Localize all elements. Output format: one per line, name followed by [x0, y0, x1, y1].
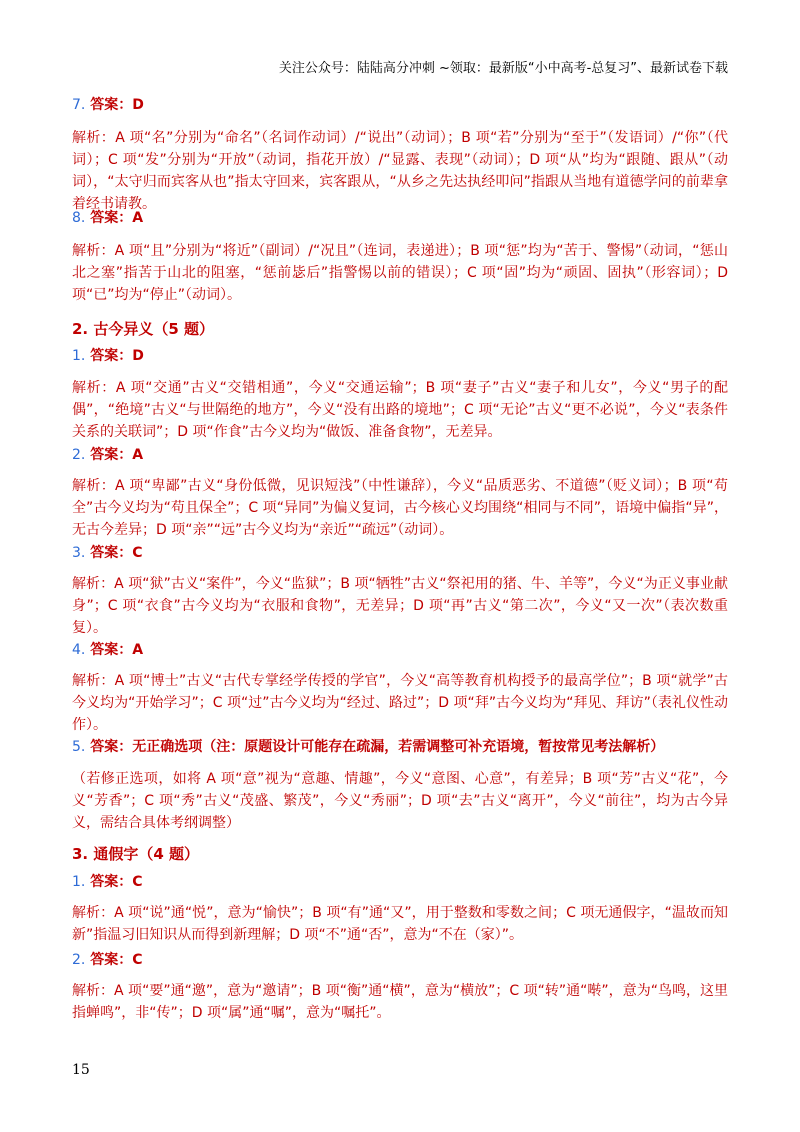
answer-label: 答案：A: [90, 642, 144, 658]
question-number: 3.: [72, 545, 86, 561]
answer-3-2: [72, 950, 728, 970]
section-title-interchangeable-characters: 3. 通假字（4 题）: [72, 845, 200, 863]
answer-2-4: [72, 640, 728, 660]
answer-2-2: [72, 445, 728, 465]
analysis-2-1: 解析：A 项“交通”古义“交错相通”，今义“交通运输”；B 项“妻子”古义“妻子和儿女”，今义“男子的配偶”，“绝境”古义“与世隔绝的地方”，今义“没有出路的境地”；C 项“无论”古义“更不必说”，今义“表条件关系的关联词”；D 项“作食”古今义均为“做饭、准备食物”，无差异。: [72, 380, 728, 440]
answer-7: [72, 95, 728, 115]
answer-label: 答案：C: [90, 874, 143, 890]
analysis-3-2: 解析：A 项“要”通“邀”，意为“邀请”；B 项“衡”通“横”，意为“横放”；C 项“转”通“啭”，意为“鸟鸣，这里指蝉鸣”，非“传”；D 项“属”通“嘱”，意为“嘱托”。: [72, 983, 728, 1021]
question-number: 4.: [72, 642, 86, 658]
question-number: 2.: [72, 952, 86, 968]
answer-label: 答案：D: [90, 97, 144, 113]
analysis-2-4: 解析：A 项“博士”古义“古代专掌经学传授的学官”，今义“高等教育机构授予的最高学位”；B 项“就学”古今义均为“开始学习”；C 项“过”古今义均为“经过、路过”；D 项“拜”古今义均为“拜见、拜访”（表礼仪性动作）。: [72, 673, 728, 733]
answer-label: 答案：C: [90, 545, 143, 561]
answer-3-1: [72, 872, 728, 892]
answer-label: 答案：A: [90, 447, 144, 463]
question-number: 2.: [72, 447, 86, 463]
answer-label: 答案：A: [90, 210, 144, 226]
answer-2-3: [72, 543, 728, 563]
analysis-3-1: 解析：A 项“说”通“悦”，意为“愉快”；B 项“有”通“又”，用于整数和零数之间；C 项无通假字，“温故而知新”指温习旧知识从而得到新理解；D 项“不”通“否”，意为“不在（家）”。: [72, 905, 728, 943]
analysis-2-2: 解析：A 项“卑鄙”古义“身份低微，见识短浅”（中性谦辞），今义“品质恶劣、不道德”（贬义词）；B 项“苟全”古今义均为“苟且保全”；C 项“异同”为偏义复词，古今核心义均围绕“相同与不同”，语境中偏指“异”，无古今差异；D 项“亲”“远”古今义均为“亲近”“疏远”（动词）。: [72, 478, 728, 538]
answer-8: [72, 208, 728, 228]
question-number: 5.: [72, 739, 86, 755]
page-number: 15: [72, 1062, 90, 1078]
answer-label: 答案：D: [90, 348, 144, 364]
answer-label: 答案：C: [90, 952, 143, 968]
analysis-7: 解析：A 项“名”分别为“命名”（名词作动词）/“说出”（动词）；B 项“若”分别为“至于”（发语词）/“你”（代词）；C 项“发”分别为“开放”（动词，指花开放）/“显露、表现”（动词）；D 项“从”均为“跟随、跟从”（动词），“太守归而宾客从也”指太守回来，宾客跟从，“从乡之先达执经叩问”指跟从当地有道德学问的前辈拿着经书请教。: [72, 130, 728, 212]
question-number: 1.: [72, 874, 86, 890]
analysis-2-3: 解析：A 项“狱”古义“案件”，今义“监狱”；B 项“牺牲”古义“祭祀用的猪、牛、羊等”，今义“为正义事业献身”；C 项“衣食”古今义均为“衣服和食物”，无差异；D 项“再”古义“第二次”，今义“又一次”（表次数重复）。: [72, 576, 728, 636]
section-title-ancient-modern-meaning: 2. 古今异义（5 题）: [72, 320, 215, 338]
answer-2-5: [72, 737, 728, 757]
question-number: 1.: [72, 348, 86, 364]
answer-label: 答案：无正确选项（注：原题设计可能存在疏漏，若需调整可补充语境，暂按常见考法解析）: [90, 739, 665, 755]
answer-2-1: [72, 346, 728, 366]
question-number: 7.: [72, 97, 86, 113]
analysis-8: 解析：A 项“且”分别为“将近”（副词）/“况且”（连词，表递进）；B 项“惩”均为“苦于、警惕”（动词，“惩山北之塞”指苦于山北的阻塞，“惩前毖后”指警惕以前的错误）；C 项“固”均为“顽固、固执”（形容词）；D 项“已”均为“停止”（动词）。: [72, 243, 728, 303]
page-header: 关注公众号：陆陆高分冲刺 ~领取：最新版“小中高考-总复习”、最新试卷下载: [278, 61, 728, 76]
question-number: 8.: [72, 210, 86, 226]
analysis-2-5: （若修正选项，如将 A 项“意”视为“意趣、情趣”，今义“意图、心意”，有差异；B 项“芳”古义“花”，今义“芳香”；C 项“秀”古义“茂盛、繁茂”，今义“秀丽”；D 项“去”古义“离开”，今义“前往”，均为古今异义，需结合具体考纲调整）: [72, 771, 728, 831]
